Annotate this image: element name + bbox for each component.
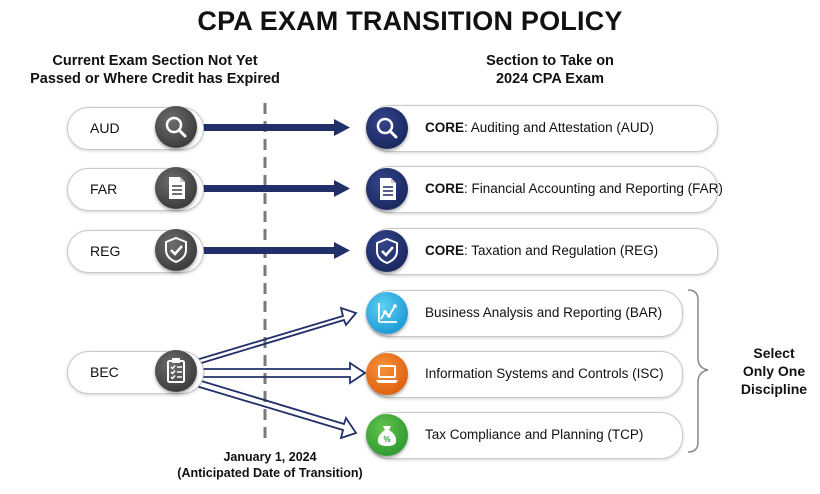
page-title: CPA EXAM TRANSITION POLICY bbox=[197, 6, 623, 36]
bec-to-isc-arrow bbox=[198, 363, 365, 383]
left-header-line2: Passed or Where Credit has Expired bbox=[30, 71, 280, 87]
reg-arrow bbox=[196, 242, 350, 259]
document-icon bbox=[155, 167, 197, 209]
discipline-tcp bbox=[368, 412, 683, 459]
discipline-text: Business Analysis and Reporting (BAR) bbox=[425, 305, 663, 320]
laptop-icon bbox=[366, 353, 408, 395]
right-header-line1: Section to Take on bbox=[486, 53, 614, 69]
current-section-label: BEC bbox=[90, 364, 119, 380]
core-section-reg bbox=[368, 228, 718, 275]
core-section-text: CORE: Financial Accounting and Reporting (FAR) bbox=[425, 181, 723, 196]
discipline-brace bbox=[688, 290, 708, 452]
select-discipline-note bbox=[728, 344, 820, 398]
aud-arrow bbox=[196, 119, 350, 136]
shield-check-icon bbox=[155, 229, 197, 271]
discipline-text: Tax Compliance and Planning (TCP) bbox=[425, 427, 644, 442]
svg-text:%: % bbox=[383, 435, 391, 444]
magnifier-icon bbox=[155, 106, 197, 148]
transition-date-note: (Anticipated Date of Transition) bbox=[177, 466, 363, 480]
line-chart-icon bbox=[366, 292, 408, 334]
current-section-label: FAR bbox=[90, 181, 118, 197]
left-header-line1: Current Exam Section Not Yet bbox=[52, 53, 258, 69]
select-note-line3: Discipline bbox=[740, 381, 808, 397]
transition-date: January 1, 2024 bbox=[223, 450, 317, 464]
bec-to-bar-arrow bbox=[196, 308, 356, 364]
bec-to-tcp-arrow bbox=[196, 380, 356, 438]
discipline-text: Information Systems and Controls (ISC) bbox=[425, 366, 664, 381]
select-note-line2: Only One bbox=[742, 363, 806, 379]
core-section-far bbox=[368, 166, 723, 213]
right-header-line2: 2024 CPA Exam bbox=[495, 71, 604, 87]
document-icon bbox=[366, 168, 408, 210]
current-section-label: AUD bbox=[90, 120, 120, 136]
magnifier-icon bbox=[366, 107, 408, 149]
core-section-text: CORE: Auditing and Attestation (AUD) bbox=[425, 120, 654, 135]
money-bag-icon bbox=[366, 414, 408, 456]
far-arrow bbox=[196, 180, 350, 197]
current-section-label: REG bbox=[90, 243, 121, 259]
select-note-line1: Select bbox=[753, 345, 795, 361]
transition-date-label bbox=[170, 449, 370, 481]
shield-check-icon bbox=[366, 230, 408, 272]
clipboard-checklist-icon bbox=[155, 350, 197, 392]
discipline-isc bbox=[368, 351, 683, 398]
core-section-aud bbox=[368, 105, 718, 152]
core-section-text: CORE: Taxation and Regulation (REG) bbox=[425, 243, 659, 258]
discipline-bar bbox=[368, 290, 683, 337]
